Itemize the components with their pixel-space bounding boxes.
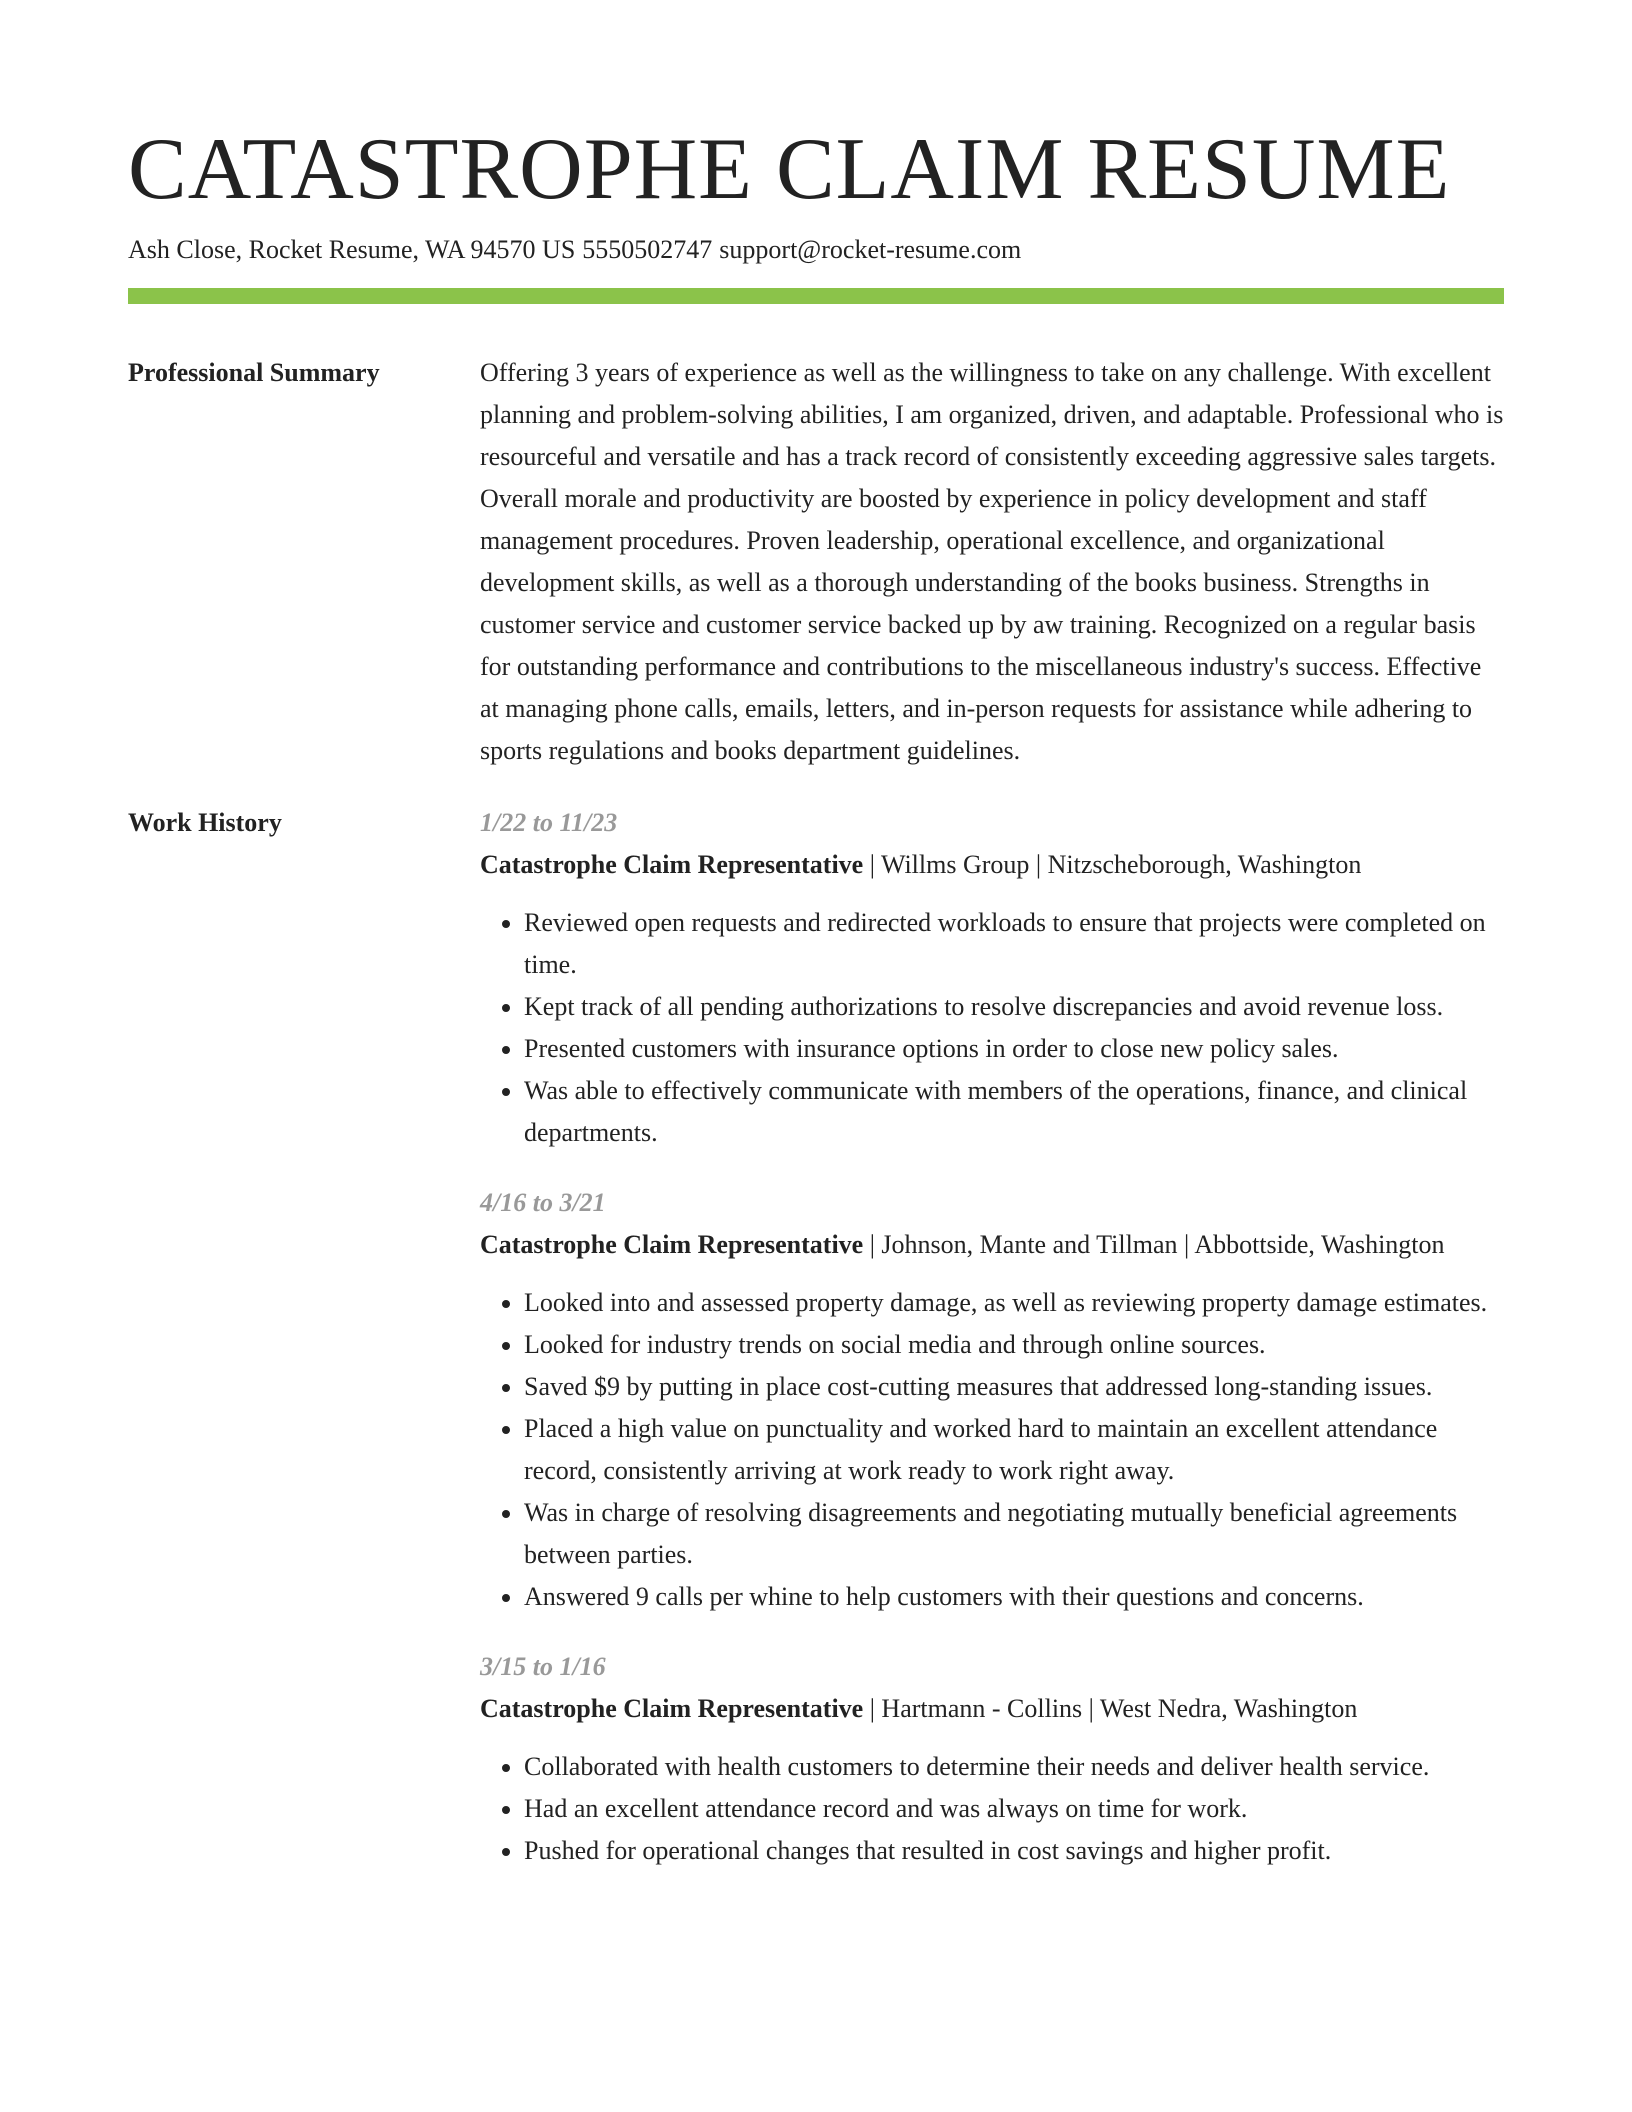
job-title: Catastrophe Claim Representative: [480, 850, 864, 879]
job-entry: [480, 802, 1504, 1154]
job-bullet: • Looked for industry trends on social media and through online sources.: [524, 1324, 1504, 1366]
job-entry: [480, 1646, 1504, 1872]
contact-email: support@rocket-resume.com: [719, 235, 1022, 264]
job-employer-location: | Hartmann - Collins | West Nedra, Washington: [863, 1694, 1358, 1723]
job-bullets: [480, 1282, 1504, 1618]
job-title-line: [480, 1224, 1504, 1266]
resume-page: [128, 118, 1504, 1900]
job-bullet: • Collaborated with health customers to determine their needs and deliver health service.: [524, 1746, 1504, 1788]
job-bullet: • Saved $9 by putting in place cost-cutting measures that addressed long-standing issues.: [524, 1366, 1504, 1408]
job-employer-location: | Johnson, Mante and Tillman | Abbottside, Washington: [863, 1230, 1445, 1259]
work-history-section: [128, 802, 1504, 1900]
resume-title: CATASTROPHE CLAIM RESUME: [128, 121, 1451, 218]
job-title: Catastrophe Claim Representative: [480, 1230, 864, 1259]
job-bullet: • Answered 9 calls per whine to help customers with their questions and concerns.: [524, 1576, 1504, 1618]
job-bullet: • Was able to effectively communicate with members of the operations, finance, and clinical departments.: [524, 1070, 1504, 1154]
job-bullets: [480, 1746, 1504, 1872]
job-dates: 1/22 to 11/23: [480, 808, 618, 837]
contact-address: Ash Close, Rocket Resume, WA 94570 US: [128, 235, 576, 264]
job-title: Catastrophe Claim Representative: [480, 1694, 864, 1723]
job-dates: 3/15 to 1/16: [480, 1652, 606, 1681]
job-bullet: • Presented customers with insurance options in order to close new policy sales.: [524, 1028, 1504, 1070]
job-bullet: • Had an excellent attendance record and was always on time for work.: [524, 1788, 1504, 1830]
summary-heading: Professional Summary: [128, 358, 380, 387]
job-entry: [480, 1182, 1504, 1618]
job-title-line: [480, 1688, 1504, 1730]
job-bullet: • Placed a high value on punctuality and worked hard to maintain an excellent attendance record, consistently arriving at work ready to work right away.: [524, 1408, 1504, 1492]
summary-text: Offering 3 years of experience as well as the willingness to take on any challenge. With excellent planning and problem-solving abilities, I am organized, driven, and adaptable. Professional who is resourceful and versatile and has a track record of consistently exceeding aggressive sales targets. Overall morale and productivity are boosted by experience in policy development and staff management procedures. Proven leadership, operational excellence, and organizational development skills, as well as a thorough understanding of the books business. Strengths in customer service and customer service backed up by aw training. Recognized on a regular basis for outstanding performance and contributions to the miscellaneous industry's success. Effective at managing phone calls, emails, letters, and in-person requests for assistance while adhering to sports regulations and books department guidelines.: [480, 358, 1504, 765]
work-history-heading: Work History: [128, 808, 282, 837]
job-dates: 4/16 to 3/21: [480, 1188, 606, 1217]
job-bullet: • Was in charge of resolving disagreements and negotiating mutually beneficial agreements between parties.: [524, 1492, 1504, 1576]
contact-phone: 5550502747: [582, 235, 713, 264]
contact-line: [128, 231, 1504, 269]
job-bullets: [480, 902, 1504, 1154]
summary-section: [128, 352, 1504, 772]
job-title-line: [480, 844, 1504, 886]
job-bullet: • Pushed for operational changes that resulted in cost savings and higher profit.: [524, 1830, 1504, 1872]
job-bullet: • Reviewed open requests and redirected workloads to ensure that projects were completed on time.: [524, 902, 1504, 986]
accent-divider: [128, 288, 1504, 304]
job-bullet: • Looked into and assessed property damage, as well as reviewing property damage estimates.: [524, 1282, 1504, 1324]
job-bullet: • Kept track of all pending authorizations to resolve discrepancies and avoid revenue loss.: [524, 986, 1504, 1028]
job-employer-location: | Willms Group | Nitzscheborough, Washington: [863, 850, 1362, 879]
job-list: [480, 802, 1504, 1900]
